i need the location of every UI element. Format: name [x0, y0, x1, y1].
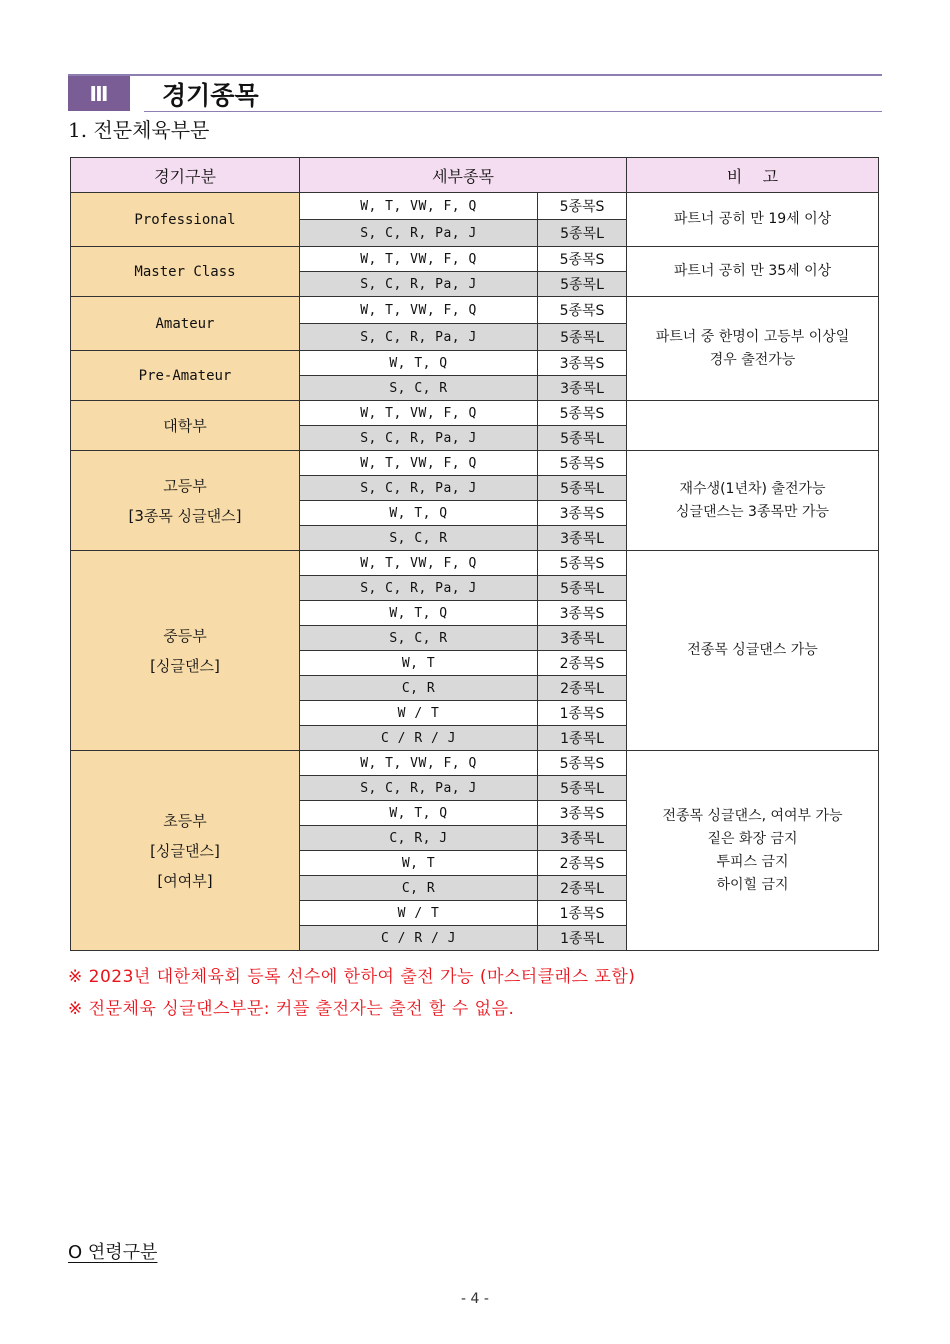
event-list-cell: W, T, VW, F, Q	[300, 751, 538, 776]
table-row	[71, 297, 879, 324]
table-row	[71, 551, 879, 576]
note-line: 파트너 공히 만 35세 이상	[673, 263, 832, 279]
event-list-cell: C, R	[300, 876, 538, 901]
event-list-cell: S, C, R, Pa, J	[300, 776, 538, 801]
event-count-cell: 2종목L	[538, 876, 627, 901]
event-list-cell: S, C, R, Pa, J	[300, 476, 538, 501]
category-cell	[71, 351, 300, 401]
category-label: [3종목 싱글댄스]	[128, 506, 242, 525]
event-count-cell: 2종목S	[538, 851, 627, 876]
event-count-cell: 5종목L	[538, 576, 627, 601]
event-count-cell: 3종목L	[538, 826, 627, 851]
subsection-title: 1. 전문체육부문	[68, 118, 210, 142]
notice-registration: ※ 2023년 대한체육회 등록 선수에 한하여 출전 가능 (마스터클래스 포함)	[68, 967, 636, 987]
event-count-cell: 5종목S	[538, 401, 627, 426]
category-cell	[71, 751, 300, 951]
category-cell	[71, 297, 300, 351]
category-cell	[71, 193, 300, 247]
table-row	[71, 401, 879, 426]
page-number: - 4 -	[461, 1291, 489, 1307]
section-number: Ⅲ	[68, 76, 130, 111]
note-cell	[627, 247, 879, 297]
note-cell	[627, 751, 879, 951]
event-list-cell: W, T, VW, F, Q	[300, 193, 538, 220]
event-count-cell: 3종목L	[538, 526, 627, 551]
event-count-cell: 5종목L	[538, 476, 627, 501]
event-count-cell: 3종목S	[538, 351, 627, 376]
event-count-cell: 5종목L	[538, 324, 627, 351]
category-cell	[71, 551, 300, 751]
event-count-cell: 5종목S	[538, 751, 627, 776]
note-cell	[627, 551, 879, 751]
event-list-cell: S, C, R, Pa, J	[300, 576, 538, 601]
note-line: 하이힐 금지	[716, 876, 789, 893]
event-count-cell: 5종목S	[538, 551, 627, 576]
category-cell	[71, 247, 300, 297]
event-list-cell: W, T	[300, 651, 538, 676]
event-count-cell: 3종목S	[538, 501, 627, 526]
event-count-cell: 5종목S	[538, 193, 627, 220]
header-events: 세부종목	[300, 158, 627, 193]
note-line: 재수생(1년차) 출전가능	[679, 480, 826, 497]
event-list-cell: S, C, R, Pa, J	[300, 272, 538, 297]
note-line: 파트너 공히 만 19세 이상	[673, 211, 832, 227]
section-title: 경기종목	[162, 80, 259, 110]
event-list-cell: S, C, R	[300, 626, 538, 651]
event-count-cell: 5종목L	[538, 776, 627, 801]
event-list-cell: S, C, R	[300, 526, 538, 551]
category-label: 초등부	[163, 811, 207, 830]
event-list-cell: W, T, VW, F, Q	[300, 297, 538, 324]
event-count-cell: 3종목L	[538, 626, 627, 651]
event-list-cell: W, T, Q	[300, 501, 538, 526]
table-row	[71, 751, 879, 776]
note-cell	[627, 401, 879, 451]
event-list-cell: C, R	[300, 676, 538, 701]
event-list-cell: S, C, R	[300, 376, 538, 401]
event-list-cell: C, R, J	[300, 826, 538, 851]
event-count-cell: 5종목S	[538, 451, 627, 476]
event-count-cell: 5종목S	[538, 247, 627, 272]
note-cell	[627, 193, 879, 247]
category-label: 대학부	[163, 416, 207, 435]
category-label: Professional	[134, 211, 236, 228]
event-count-cell: 1종목L	[538, 726, 627, 751]
event-count-cell: 2종목L	[538, 676, 627, 701]
note-cell	[627, 297, 879, 401]
category-label: [싱글댄스]	[150, 841, 220, 860]
event-list-cell: W / T	[300, 901, 538, 926]
category-label: 중등부	[163, 626, 207, 645]
age-division-heading: O 연령구분	[68, 1242, 158, 1263]
category-label: [싱글댄스]	[150, 656, 220, 675]
event-list-cell: W, T, VW, F, Q	[300, 401, 538, 426]
event-list-cell: S, C, R, Pa, J	[300, 324, 538, 351]
event-count-cell: 3종목S	[538, 601, 627, 626]
header-note: 비 고	[627, 158, 879, 193]
event-count-cell: 1종목S	[538, 901, 627, 926]
event-list-cell: S, C, R, Pa, J	[300, 220, 538, 247]
event-list-cell: S, C, R, Pa, J	[300, 426, 538, 451]
event-list-cell: C / R / J	[300, 926, 538, 951]
table-body	[71, 193, 879, 951]
note-line: 싱글댄스는 3종목만 가능	[675, 503, 830, 520]
event-list-cell: W, T, Q	[300, 801, 538, 826]
note-cell	[627, 451, 879, 551]
category-label: Amateur	[155, 315, 215, 332]
note-line: 짙은 화장 금지	[707, 830, 798, 847]
event-count-cell: 2종목S	[538, 651, 627, 676]
event-count-cell: 5종목L	[538, 220, 627, 247]
category-label: 고등부	[163, 476, 207, 495]
event-list-cell: W, T, VW, F, Q	[300, 247, 538, 272]
note-line: 전종목 싱글댄스, 여여부 가능	[662, 807, 843, 824]
header-category: 경기구분	[71, 158, 300, 193]
table-row	[71, 451, 879, 476]
note-line: 경우 출전가능	[709, 351, 796, 368]
category-cell	[71, 451, 300, 551]
event-count-cell: 5종목S	[538, 297, 627, 324]
category-label: [여여부]	[157, 871, 213, 890]
event-count-cell: 1종목L	[538, 926, 627, 951]
table-row	[71, 193, 879, 220]
header-bottom-rule	[144, 111, 882, 112]
notice-single-dance: ※ 전문체육 싱글댄스부문: 커플 출전자는 출전 할 수 없음.	[68, 999, 515, 1019]
category-label: Master Class	[134, 263, 236, 280]
event-list-cell: C / R / J	[300, 726, 538, 751]
event-list-cell: W, T, Q	[300, 351, 538, 376]
category-label: Pre-Amateur	[138, 367, 232, 384]
note-line: 투피스 금지	[716, 853, 789, 870]
section-header	[68, 74, 882, 112]
event-list-cell: W, T	[300, 851, 538, 876]
event-count-cell: 5종목L	[538, 272, 627, 297]
category-cell	[71, 401, 300, 451]
event-list-cell: W / T	[300, 701, 538, 726]
event-list-cell: W, T, VW, F, Q	[300, 551, 538, 576]
event-count-cell: 1종목S	[538, 701, 627, 726]
events-table	[70, 157, 879, 951]
table-row	[71, 247, 879, 272]
event-count-cell: 3종목L	[538, 376, 627, 401]
event-count-cell: 5종목L	[538, 426, 627, 451]
event-count-cell: 3종목S	[538, 801, 627, 826]
note-line: 파트너 중 한명이 고등부 이상일	[655, 328, 850, 345]
event-list-cell: W, T, Q	[300, 601, 538, 626]
table-header-row	[71, 158, 879, 193]
event-list-cell: W, T, VW, F, Q	[300, 451, 538, 476]
note-line: 전종목 싱글댄스 가능	[687, 642, 818, 658]
